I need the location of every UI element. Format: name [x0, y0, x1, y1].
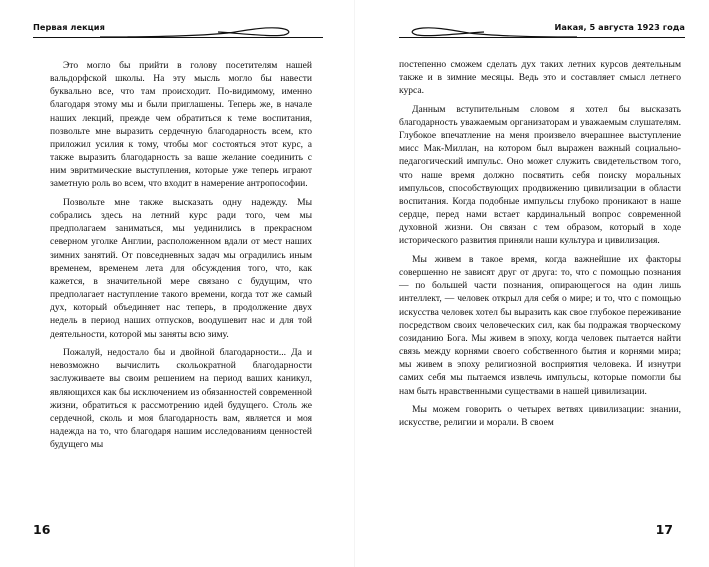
- header-rule-left: [33, 37, 323, 38]
- paragraph: Данным вступительным словом я хотел бы высказать благодарность уважаемым организаторам и уважаемым слушателям. Глубокое впечатление на меня произвело вчерашнее выступление мисс Мак-Миллан, на котором был выражен важный социально-педагогический импульс. Оно может служить свидетельством того, что наше время должно посвятить себя поиску моральных импульсов, способствующих продвижению цивилизации в области воспитания. Когда подобные импульсы глубоко проникают в наше сердце, перед нами встает кардинальный вопрос современной духовной жизни. Он связан с тем образом, который в ходе исторического развития приняли наши культура и цивилизация.: [399, 103, 681, 247]
- paragraph: Пожалуй, недостало бы и двойной благодарности... Да и невозможно вычислить скольократной благодарности заслуживаете вы своим решением на период ваших каникул, являющихся как бы исключением из обязанностей современной жизни, обратиться к рассмотрению идей будущего. Столь же сердечной, сколь и моя благодарность вам, является и моя надежда на то, что благодаря нашим исследованиям ценностей будущего мы: [50, 347, 312, 451]
- page-number-right: 17: [655, 522, 673, 537]
- right-body-text: [399, 58, 681, 435]
- paragraph: Это могло бы прийти в голову посетителям нашей вальдорфской школы. На эту мысль могло бы навести буквально все, что там происходит. По-видимому, именно благодаря этому мы и были приглашены. Теперь же, в начале наших лекций, прежде чем обратиться к теме воспитания, позвольте мне выразить сердечную благодарность всем, кто приложил усилия к тому, чтобы мог состояться этот курс, а также выразить благодарность за ваше желание соединить с ним эвритмические выступления, которые уже теперь играют заметную роль во всем, что входит в намерение антропософии.: [50, 60, 312, 190]
- running-header-left: Первая лекция: [33, 22, 105, 32]
- right-page: [355, 0, 709, 567]
- header-rule-right: [399, 37, 685, 38]
- paragraph: Мы живем в такое время, когда важнейшие их факторы совершенно не зависят друг от друга: то, что с помощью познания — по большей части познания, опирающегося на один лишь интеллект, — человек открыл для себя о мире; и то, что с помощью искусства человек хотел бы выразить как свое глубокое переживание посредством своих человеческих сил, как бы подражая творческому созиданию Бога. Мы живем в эпоху, когда человек пытается найти связь между корнями своего собственного бытия и корнями мира; мы живем в эпоху религиозной восприятия человека. И изнутри самих себя мы пытаемся извлечь импульсы, которые помогли бы нам быть нравственными существами в нашей цивилизации.: [399, 253, 681, 397]
- paragraph: Мы можем говорить о четырех ветвях цивилизации: знании, искусстве, религии и морали. В своем: [399, 404, 681, 429]
- running-header-right: Иакая, 5 августа 1923 года: [554, 22, 685, 32]
- paragraph: Позвольте мне также высказать одну надежду. Мы собрались здесь на летний курс ради того, чем мы предполагаем заниматься, мы уединились в прекрасном северном уголке Англии, расположенном вдали от мест наших зимних занятий. От повседневных задач мы оградились иным временем, временем лета для обсуждения того, что, как кажется, в значительной мере связано с будущим, что предполагает наступление такого времени, когда тот же самый дух, который объединяет нас теперь, в продолжение двух недель в период наших отпусков, воодушевит нас и для той деятельности, которой мы заняты всю зиму.: [50, 196, 312, 340]
- paragraph-continuation: постепенно сможем сделать дух таких летних курсов деятельным также и в зимние месяцы. Ведь это и составляет смысл летнего курса.: [399, 59, 681, 97]
- page-number-left: 16: [33, 522, 51, 537]
- left-body-text: [50, 59, 312, 457]
- left-page: [0, 0, 354, 567]
